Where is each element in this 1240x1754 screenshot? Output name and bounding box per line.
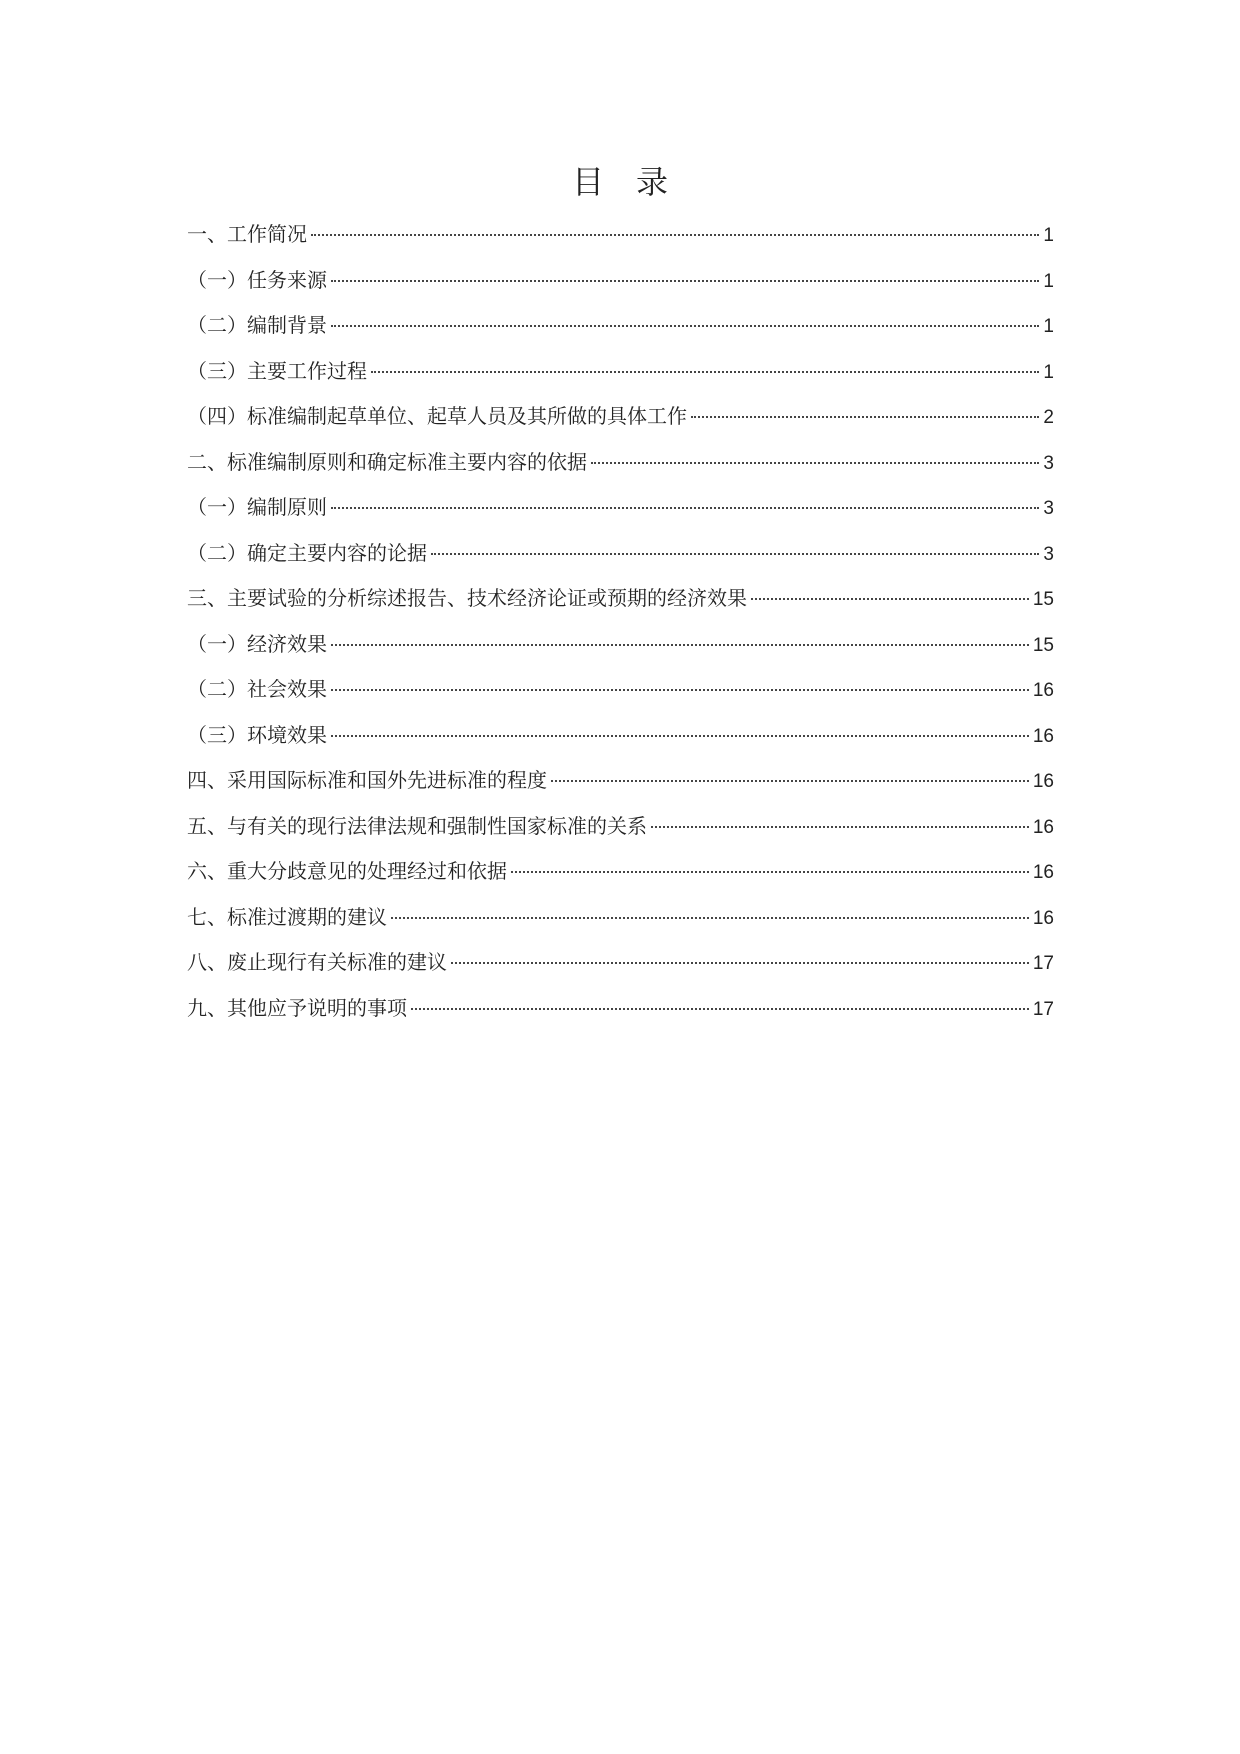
toc-page-number: 15 <box>1032 634 1054 656</box>
toc-title: 目 录 <box>571 163 668 201</box>
toc-entry-text: 一、工作简况 <box>187 222 307 246</box>
toc-page-number: 16 <box>1032 862 1054 883</box>
toc-entry-text: （一）经济效果 <box>187 631 327 656</box>
toc-entry[interactable] <box>187 622 1054 668</box>
toc-page-number: 16 <box>1032 725 1054 747</box>
toc-page-number: 1 <box>1043 316 1054 337</box>
toc-entry-text: 四、采用国际标准和国外先进标准的程度 <box>187 768 547 792</box>
toc-page-number: 3 <box>1043 452 1054 474</box>
toc-entry-text: 五、与有关的现行法律法规和强制性国家标准的关系 <box>187 813 647 838</box>
toc-page-number: 17 <box>1032 953 1054 974</box>
toc-entry[interactable] <box>187 394 1054 440</box>
toc-entry-text: 八、废止现行有关标准的建议 <box>187 950 447 974</box>
toc-entry-text: （四）标准编制起草单位、起草人员及其所做的具体工作 <box>187 404 687 428</box>
toc-dot-leader <box>411 1008 1029 1010</box>
toc-dot-leader <box>551 780 1029 782</box>
toc-page-number: 16 <box>1032 771 1054 792</box>
toc-dot-leader <box>751 598 1029 600</box>
toc-page-number: 16 <box>1032 907 1054 929</box>
toc-entry-text: （二）确定主要内容的论据 <box>187 540 427 565</box>
toc-dot-leader <box>691 416 1039 418</box>
toc-dot-leader <box>331 507 1039 509</box>
toc-page-number: 16 <box>1032 816 1054 838</box>
toc-entry-text: （一）任务来源 <box>187 267 327 292</box>
toc-page-number: 15 <box>1032 589 1054 610</box>
toc-entry-text: 六、重大分歧意见的处理经过和依据 <box>187 859 507 883</box>
toc-dot-leader <box>331 735 1029 737</box>
toc-page-number: 1 <box>1043 270 1054 292</box>
toc-entry[interactable] <box>187 349 1054 395</box>
toc-entry[interactable] <box>187 804 1054 850</box>
toc-dot-leader <box>651 826 1029 828</box>
toc-entry-text: （二）编制背景 <box>187 313 327 337</box>
toc-dot-leader <box>331 325 1039 327</box>
toc-page-number: 1 <box>1043 225 1054 246</box>
toc-page-number: 17 <box>1032 998 1054 1020</box>
toc-page-number: 3 <box>1043 543 1054 565</box>
toc-dot-leader <box>331 280 1039 282</box>
toc-entry-text: 九、其他应予说明的事项 <box>187 995 407 1020</box>
toc-entry[interactable] <box>187 440 1054 486</box>
toc-entry[interactable] <box>187 303 1054 349</box>
toc-entry-text: 三、主要试验的分析综述报告、技术经济论证或预期的经济效果 <box>187 586 747 610</box>
toc-entry[interactable] <box>187 258 1054 304</box>
toc-entry[interactable] <box>187 531 1054 577</box>
toc-dot-leader <box>331 689 1029 691</box>
toc-entry-text: （一）编制原则 <box>187 495 327 519</box>
toc-entry[interactable] <box>187 485 1054 531</box>
toc-entry[interactable] <box>187 940 1054 986</box>
toc-dot-leader <box>391 917 1029 919</box>
toc-dot-leader <box>451 962 1029 964</box>
toc-entry-text: （三）主要工作过程 <box>187 358 367 383</box>
toc-entry[interactable] <box>187 212 1054 258</box>
toc-entry-text: 七、标准过渡期的建议 <box>187 904 387 929</box>
toc-dot-leader <box>331 644 1029 646</box>
toc-list <box>187 212 1054 1031</box>
toc-dot-leader <box>431 553 1039 555</box>
toc-entry[interactable] <box>187 713 1054 759</box>
toc-page-number: 1 <box>1043 361 1054 383</box>
toc-entry[interactable] <box>187 758 1054 804</box>
toc-entry[interactable] <box>187 667 1054 713</box>
toc-dot-leader <box>371 371 1039 373</box>
toc-dot-leader <box>511 871 1029 873</box>
toc-page-number: 16 <box>1032 680 1054 701</box>
toc-entry-text: （三）环境效果 <box>187 722 327 747</box>
toc-entry[interactable] <box>187 849 1054 895</box>
toc-entry-text: 二、标准编制原则和确定标准主要内容的依据 <box>187 449 587 474</box>
toc-entry[interactable] <box>187 895 1054 941</box>
toc-dot-leader <box>311 234 1039 236</box>
toc-page-number: 2 <box>1043 407 1054 428</box>
toc-entry-text: （二）社会效果 <box>187 677 327 701</box>
toc-page-number: 3 <box>1043 498 1054 519</box>
toc-entry[interactable] <box>187 576 1054 622</box>
toc-entry[interactable] <box>187 986 1054 1032</box>
toc-dot-leader <box>591 462 1039 464</box>
